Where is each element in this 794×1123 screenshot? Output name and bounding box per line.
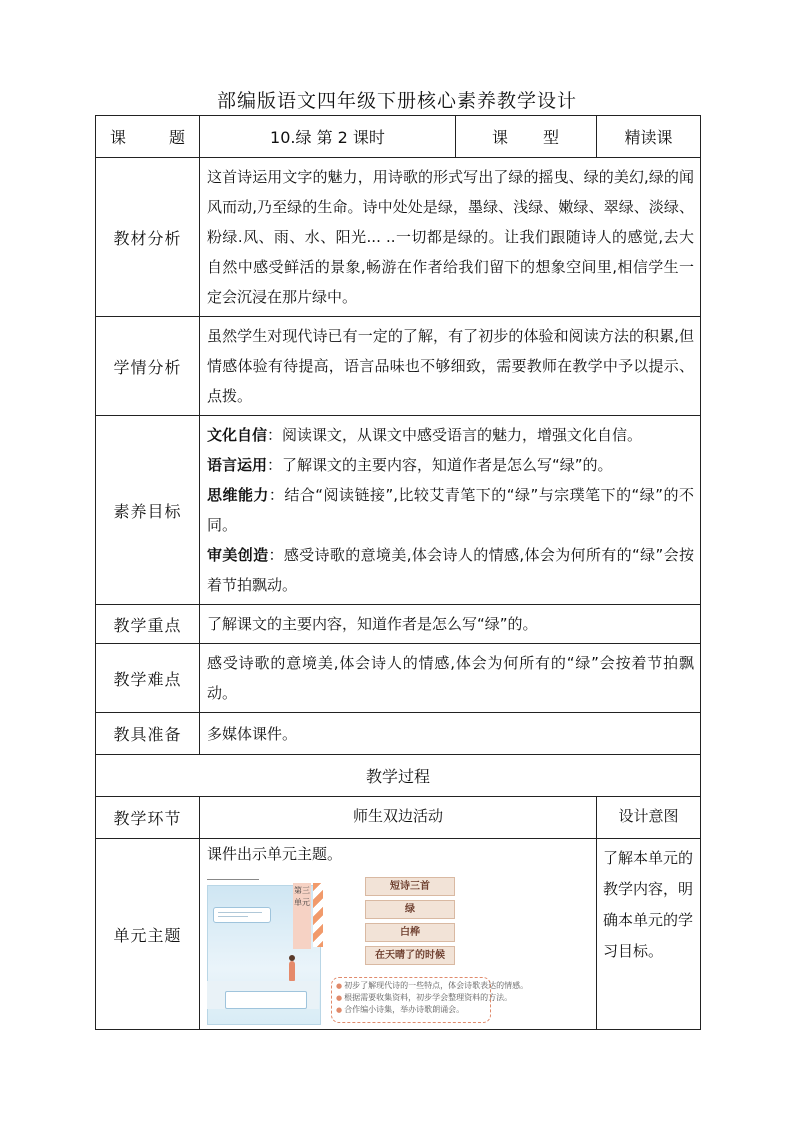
learner-analysis-row bbox=[96, 317, 701, 416]
notes-box bbox=[225, 991, 307, 1009]
difficulties-label: 教学难点 bbox=[96, 644, 200, 713]
goal-name: 文化自信 bbox=[207, 426, 268, 444]
type-label: 课 型 bbox=[456, 116, 597, 158]
process-columns-row bbox=[96, 797, 701, 839]
literacy-goals-label: 素养目标 bbox=[96, 416, 200, 605]
literacy-goals-row bbox=[96, 416, 701, 605]
goal-name: 思维能力 bbox=[207, 486, 269, 504]
type-value: 精读课 bbox=[597, 116, 701, 158]
divider bbox=[207, 879, 259, 880]
learner-analysis-label: 学情分析 bbox=[96, 317, 200, 416]
lesson-tag: 白桦 bbox=[365, 923, 455, 942]
unit-theme-label: 单元主题 bbox=[96, 839, 200, 1030]
goal-text: ：感受诗歌的意境美,体会诗人的情感,体会为何所有的“绿”会按着节拍飘动。 bbox=[207, 546, 694, 594]
tools-row bbox=[96, 713, 701, 755]
goal-text: ：结合“阅读链接”,比较艾青笔下的“绿”与宗璞笔下的“绿”的不同。 bbox=[207, 486, 694, 534]
tools-label: 教具准备 bbox=[96, 713, 200, 755]
key-points-label: 教学重点 bbox=[96, 605, 200, 644]
col-activity: 师生双边活动 bbox=[200, 797, 597, 839]
material-analysis-label: 教材分析 bbox=[96, 158, 200, 317]
unit-cover-illustration bbox=[207, 873, 529, 1025]
unit-goal: ● 合作编小诗集，举办诗歌朗诵会。 bbox=[336, 1004, 486, 1016]
document-title: 部编版语文四年级下册核心素养教学设计 bbox=[216, 90, 577, 112]
tools-text: 多媒体课件。 bbox=[200, 713, 701, 755]
lesson-tag: 在天晴了的时候 bbox=[365, 946, 455, 965]
difficulties-text: 感受诗歌的意境美,体会诗人的情感,体会为何所有的“绿”会按着节拍飘动。 bbox=[200, 644, 701, 713]
process-heading: 教学过程 bbox=[96, 755, 701, 797]
goal-item bbox=[207, 450, 694, 480]
key-points-text: 了解课文的主要内容，知道作者是怎么写“绿”的。 bbox=[200, 605, 701, 644]
speech-bubble bbox=[213, 907, 271, 923]
goal-name: 审美创造 bbox=[207, 546, 269, 564]
header-row bbox=[96, 116, 701, 158]
col-intent: 设计意图 bbox=[597, 797, 701, 839]
unit-goal: ● 根据需要收集资料，初步学会整理资料的方法。 bbox=[336, 992, 486, 1004]
lesson-tag: 绿 bbox=[365, 900, 455, 919]
unit-goals-box bbox=[331, 977, 529, 1023]
topic-label: 课 题 bbox=[96, 116, 200, 158]
goal-text: ：阅读课文，从课文中感受语言的魅力，增强文化自信。 bbox=[267, 426, 643, 444]
goal-item bbox=[207, 540, 694, 600]
difficulties-row bbox=[96, 644, 701, 713]
process-heading-row bbox=[96, 755, 701, 797]
goal-item bbox=[207, 420, 694, 450]
unit-goal: ● 初步了解现代诗的一些特点，体会诗歌表达的情感。 bbox=[336, 980, 486, 992]
girl-figure-icon bbox=[289, 961, 295, 981]
learner-analysis-text: 虽然学生对现代诗已有一定的了解，有了初步的体验和阅读方法的积累,但情感体验有待提高，语言品味也不够细致，需要教师在教学中予以提示、点拨。 bbox=[200, 317, 701, 416]
goal-item bbox=[207, 480, 694, 540]
unit-theme-row bbox=[96, 839, 701, 1030]
goal-name: 语言运用 bbox=[207, 456, 268, 474]
literacy-goals-list bbox=[200, 416, 701, 605]
unit-theme-activity: 课件出示单元主题。 bbox=[207, 845, 343, 863]
unit-theme-activity-cell bbox=[200, 839, 597, 1030]
goal-text: ：了解课文的主要内容，知道作者是怎么写“绿”的。 bbox=[267, 456, 613, 474]
key-points-row bbox=[96, 605, 701, 644]
col-stage: 教学环节 bbox=[96, 797, 200, 839]
lesson-plan-table bbox=[95, 115, 701, 1030]
lesson-tag: 短诗三首 bbox=[365, 877, 455, 896]
material-analysis-text: 这首诗运用文字的魅力，用诗歌的形式写出了绿的摇曳、绿的美幻,绿的闻风而动,乃至绿的生命。诗中处处是绿，墨绿、浅绿、嫩绿、翠绿、淡绿、粉绿.风、雨、水、阳光... ..一切都是绿的。让我们跟随诗人的感觉,去大自然中感受鲜活的景象,畅游在作者给我们留下的想象空间里,相信学生一定会沉浸在那片绿中。 bbox=[200, 158, 701, 317]
material-analysis-row bbox=[96, 158, 701, 317]
unit-theme-intent: 了解本单元的教学内容，明确本单元的学习目标。 bbox=[597, 839, 701, 1030]
chevron-decoration bbox=[313, 883, 323, 947]
topic-value: 10.绿 第 2 课时 bbox=[200, 116, 456, 158]
unit-tab: 第三单元 bbox=[293, 883, 311, 949]
